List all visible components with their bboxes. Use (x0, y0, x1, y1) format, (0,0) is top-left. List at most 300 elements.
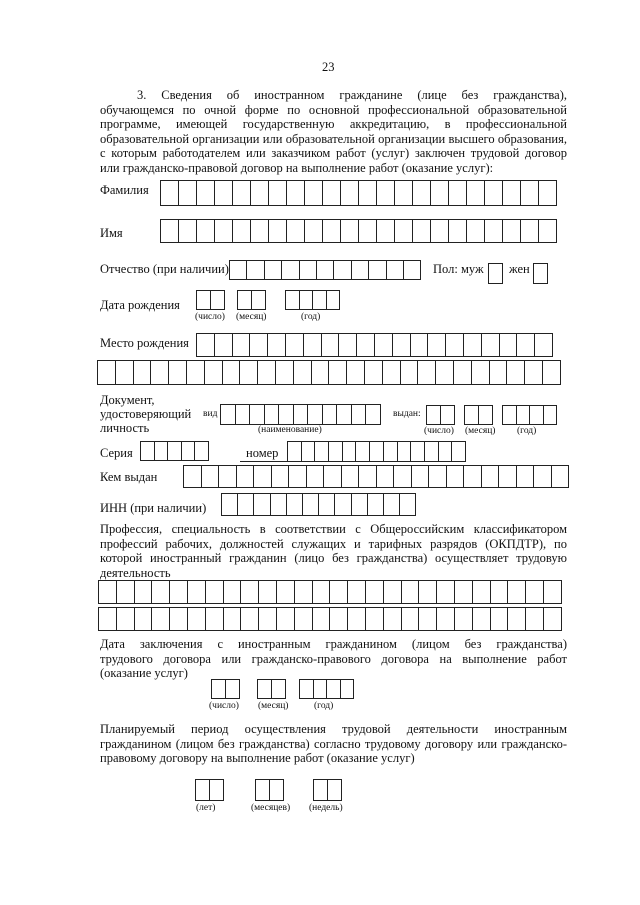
name-boxes[interactable] (160, 219, 557, 243)
char-box[interactable] (418, 360, 436, 385)
contract-year-caption: (год) (314, 701, 334, 711)
birth-place-boxes-1[interactable] (196, 333, 553, 357)
char-box[interactable] (401, 360, 419, 385)
female-label: жен (509, 262, 530, 276)
char-box[interactable] (99, 580, 117, 604)
char-box[interactable] (272, 679, 286, 699)
char-box[interactable] (206, 580, 224, 604)
char-box[interactable] (222, 493, 238, 516)
char-box[interactable] (507, 360, 525, 385)
char-box[interactable] (308, 404, 323, 424)
char-box[interactable] (352, 404, 367, 424)
char-box[interactable] (439, 441, 453, 461)
char-box[interactable] (276, 360, 294, 385)
char-box[interactable] (517, 333, 535, 357)
char-box[interactable] (212, 679, 226, 699)
period-weeks-boxes[interactable] (313, 779, 342, 801)
char-box[interactable] (431, 180, 449, 206)
years-caption: (лет) (196, 803, 216, 813)
char-box[interactable] (215, 333, 233, 357)
char-box[interactable] (447, 465, 465, 488)
char-box[interactable] (251, 219, 269, 243)
char-box[interactable] (429, 465, 447, 488)
char-box[interactable] (135, 580, 153, 604)
char-box[interactable] (277, 607, 295, 631)
char-box[interactable] (161, 180, 179, 206)
char-box[interactable] (323, 180, 341, 206)
char-box[interactable] (224, 607, 242, 631)
char-box[interactable] (215, 180, 233, 206)
char-box[interactable] (188, 607, 206, 631)
char-box[interactable] (324, 465, 342, 488)
char-box[interactable] (525, 360, 543, 385)
issued-month-caption: (месяц) (465, 426, 496, 436)
char-box[interactable] (287, 219, 305, 243)
char-box[interactable] (517, 405, 531, 425)
char-box[interactable] (265, 404, 280, 424)
char-box[interactable] (359, 465, 377, 488)
char-box[interactable] (491, 580, 509, 604)
char-box[interactable] (170, 580, 188, 604)
profession-boxes-2[interactable] (98, 607, 562, 631)
char-box[interactable] (219, 465, 237, 488)
char-box[interactable] (206, 607, 224, 631)
issued-day-boxes[interactable] (426, 405, 455, 425)
char-box[interactable] (197, 180, 215, 206)
char-box[interactable] (197, 219, 215, 243)
female-checkbox[interactable] (533, 263, 548, 284)
char-box[interactable] (319, 493, 335, 516)
char-box[interactable] (341, 679, 355, 699)
char-box[interactable] (503, 219, 521, 243)
series-boxes[interactable] (140, 441, 209, 461)
char-box[interactable] (395, 219, 413, 243)
char-box[interactable] (441, 405, 455, 425)
name-label: Имя (100, 226, 123, 240)
char-box[interactable] (240, 360, 258, 385)
char-box[interactable] (188, 580, 206, 604)
char-box[interactable] (288, 441, 302, 461)
char-box[interactable] (329, 441, 343, 461)
char-box[interactable] (508, 607, 526, 631)
char-box[interactable] (233, 219, 251, 243)
char-box[interactable] (258, 360, 276, 385)
char-box[interactable] (419, 607, 437, 631)
char-box[interactable] (307, 465, 325, 488)
char-box[interactable] (544, 580, 562, 604)
char-box[interactable] (233, 180, 251, 206)
char-box[interactable] (270, 779, 284, 801)
char-box[interactable] (339, 333, 357, 357)
profession-line: профессий рабочих, должностей служащих и тарифных разрядов (ОКПДТР), по (100, 536, 567, 551)
char-box[interactable] (247, 260, 264, 280)
char-box[interactable] (258, 679, 272, 699)
male-checkbox[interactable] (488, 263, 503, 284)
char-box[interactable] (179, 180, 197, 206)
char-box[interactable] (552, 465, 570, 488)
char-box[interactable] (366, 404, 381, 424)
char-box[interactable] (347, 360, 365, 385)
char-box[interactable] (304, 333, 322, 357)
char-box[interactable] (279, 404, 294, 424)
period-months-boxes[interactable] (255, 779, 284, 801)
char-box[interactable] (425, 441, 439, 461)
char-box[interactable] (294, 360, 312, 385)
char-box[interactable] (314, 679, 328, 699)
char-box[interactable] (398, 441, 412, 461)
char-box[interactable] (428, 333, 446, 357)
char-box[interactable] (287, 180, 305, 206)
char-box[interactable] (404, 260, 421, 280)
char-box[interactable] (535, 333, 553, 357)
issued-year-boxes[interactable] (502, 405, 557, 425)
profession-line: которой иностранный гражданин (лицо без гражданства) осуществляет трудовую (100, 551, 567, 566)
char-box[interactable] (543, 360, 561, 385)
char-box[interactable] (413, 180, 431, 206)
char-box[interactable] (161, 219, 179, 243)
char-box[interactable] (135, 607, 153, 631)
char-box[interactable] (327, 290, 341, 310)
char-box[interactable] (286, 290, 300, 310)
char-box[interactable] (357, 333, 375, 357)
char-box[interactable] (472, 360, 490, 385)
char-box[interactable] (287, 493, 303, 516)
issued-month-boxes[interactable] (464, 405, 493, 425)
char-box[interactable] (254, 465, 272, 488)
surname-boxes[interactable] (160, 180, 557, 206)
char-box[interactable] (295, 607, 313, 631)
char-box[interactable] (187, 360, 205, 385)
char-box[interactable] (295, 580, 313, 604)
char-box[interactable] (259, 607, 277, 631)
char-box[interactable] (170, 607, 188, 631)
char-box[interactable] (252, 290, 266, 310)
birth-place-boxes-2[interactable] (97, 360, 561, 385)
char-box[interactable] (359, 219, 377, 243)
char-box[interactable] (289, 465, 307, 488)
char-box[interactable] (328, 779, 342, 801)
char-box[interactable] (473, 580, 491, 604)
char-box[interactable] (454, 360, 472, 385)
contract-year-boxes[interactable] (299, 679, 354, 699)
char-box[interactable] (195, 441, 209, 461)
char-box[interactable] (221, 404, 236, 424)
char-box[interactable] (250, 404, 265, 424)
char-box[interactable] (526, 607, 544, 631)
char-box[interactable] (230, 260, 247, 280)
char-box[interactable] (395, 180, 413, 206)
document-label-2: удостоверяющий (100, 407, 192, 421)
char-box[interactable] (168, 441, 182, 461)
char-box[interactable] (393, 333, 411, 357)
char-box[interactable] (467, 180, 485, 206)
char-box[interactable] (99, 607, 117, 631)
char-box[interactable] (383, 360, 401, 385)
planned-period-line: Планируемый период осуществления трудовой деятельности иностранным (100, 722, 567, 736)
char-box[interactable] (500, 333, 518, 357)
char-box[interactable] (282, 260, 299, 280)
char-box[interactable] (315, 441, 329, 461)
char-box[interactable] (152, 607, 170, 631)
inn-boxes[interactable] (221, 493, 416, 516)
char-box[interactable] (241, 580, 259, 604)
char-box[interactable] (402, 580, 420, 604)
char-box[interactable] (241, 607, 259, 631)
char-box[interactable] (322, 333, 340, 357)
char-box[interactable] (359, 180, 377, 206)
char-box[interactable] (402, 607, 420, 631)
char-box[interactable] (117, 580, 135, 604)
char-box[interactable] (412, 465, 430, 488)
char-box[interactable] (211, 290, 225, 310)
char-box[interactable] (329, 360, 347, 385)
char-box[interactable] (268, 333, 286, 357)
char-box[interactable] (370, 441, 384, 461)
char-box[interactable] (117, 607, 135, 631)
char-box[interactable] (269, 219, 287, 243)
char-box[interactable] (305, 219, 323, 243)
birth-day-boxes[interactable] (196, 290, 225, 310)
char-box[interactable] (342, 465, 360, 488)
char-box[interactable] (330, 607, 348, 631)
char-box[interactable] (313, 607, 331, 631)
char-box[interactable] (341, 180, 359, 206)
char-box[interactable] (377, 465, 395, 488)
char-box[interactable] (226, 679, 240, 699)
char-box[interactable] (517, 465, 535, 488)
char-box[interactable] (503, 405, 517, 425)
char-box[interactable] (312, 360, 330, 385)
char-box[interactable] (300, 679, 314, 699)
char-box[interactable] (449, 180, 467, 206)
char-box[interactable] (141, 441, 155, 461)
char-box[interactable] (394, 465, 412, 488)
page-number: 23 (322, 60, 335, 74)
char-box[interactable] (300, 290, 314, 310)
char-box[interactable] (303, 493, 319, 516)
char-box[interactable] (323, 404, 338, 424)
char-box[interactable] (134, 360, 152, 385)
char-box[interactable] (384, 580, 402, 604)
surname-label: Фамилия (100, 183, 149, 197)
char-box[interactable] (250, 333, 268, 357)
profession-boxes-1[interactable] (98, 580, 562, 604)
profession-line: деятельность (100, 565, 171, 580)
char-box[interactable] (334, 260, 351, 280)
char-box[interactable] (202, 465, 220, 488)
char-box[interactable] (348, 580, 366, 604)
char-box[interactable] (449, 219, 467, 243)
char-box[interactable] (482, 333, 500, 357)
char-box[interactable] (155, 441, 169, 461)
char-box[interactable] (343, 441, 357, 461)
char-box[interactable] (479, 405, 493, 425)
char-box[interactable] (305, 180, 323, 206)
char-box[interactable] (490, 360, 508, 385)
char-box[interactable] (210, 779, 224, 801)
char-box[interactable] (485, 180, 503, 206)
char-box[interactable] (377, 180, 395, 206)
char-box[interactable] (184, 465, 202, 488)
char-box[interactable] (508, 580, 526, 604)
issued-day-caption: (число) (424, 426, 454, 436)
char-box[interactable] (337, 404, 352, 424)
char-box[interactable] (366, 580, 384, 604)
char-box[interactable] (526, 580, 544, 604)
char-box[interactable] (411, 333, 429, 357)
patronymic-label: Отчество (при наличии) (100, 262, 229, 276)
char-box[interactable] (384, 607, 402, 631)
issued-by-boxes[interactable] (183, 465, 569, 488)
char-box[interactable] (272, 465, 290, 488)
char-box[interactable] (182, 441, 196, 461)
intro-line: программе, имеющей государственную аккредитацию, в профессиональной (100, 117, 567, 132)
issued-by-label: Кем выдан (100, 470, 158, 484)
char-box[interactable] (98, 360, 116, 385)
char-box[interactable] (313, 290, 327, 310)
char-box[interactable] (179, 219, 197, 243)
number-boxes[interactable] (287, 441, 466, 461)
char-box[interactable] (400, 493, 416, 516)
char-box[interactable] (317, 260, 334, 280)
profession-line: Профессия, специальность в соответствии с Общероссийским классификатором (100, 522, 567, 536)
char-box[interactable] (238, 290, 252, 310)
char-box[interactable] (413, 219, 431, 243)
char-box[interactable] (437, 607, 455, 631)
birth-month-boxes[interactable] (237, 290, 266, 310)
char-box[interactable] (233, 333, 251, 357)
char-box[interactable] (223, 360, 241, 385)
char-box[interactable] (503, 180, 521, 206)
char-box[interactable] (169, 360, 187, 385)
patronymic-boxes[interactable] (229, 260, 421, 280)
birth-year-boxes[interactable] (285, 290, 340, 310)
char-box[interactable] (251, 180, 269, 206)
char-box[interactable] (313, 580, 331, 604)
char-box[interactable] (300, 260, 317, 280)
contract-date-paragraph (100, 637, 567, 681)
char-box[interactable] (335, 493, 351, 516)
char-box[interactable] (369, 260, 386, 280)
contract-day-boxes[interactable] (211, 679, 240, 699)
char-box[interactable] (256, 779, 270, 801)
char-box[interactable] (544, 405, 558, 425)
char-box[interactable] (215, 219, 233, 243)
char-box[interactable] (544, 607, 562, 631)
char-box[interactable] (539, 219, 557, 243)
char-box[interactable] (286, 333, 304, 357)
char-box[interactable] (271, 493, 287, 516)
char-box[interactable] (465, 405, 479, 425)
char-box[interactable] (377, 219, 395, 243)
char-box[interactable] (356, 441, 370, 461)
char-box[interactable] (348, 607, 366, 631)
char-box[interactable] (375, 333, 393, 357)
contract-month-boxes[interactable] (257, 679, 286, 699)
char-box[interactable] (491, 607, 509, 631)
char-box[interactable] (411, 441, 425, 461)
char-box[interactable] (116, 360, 134, 385)
intro-line: с которым работодателем или заказчиком работ (услуг) заключен трудовой договор (100, 146, 567, 161)
char-box[interactable] (265, 260, 282, 280)
char-box[interactable] (485, 219, 503, 243)
char-box[interactable] (446, 333, 464, 357)
char-box[interactable] (236, 404, 251, 424)
char-box[interactable] (530, 405, 544, 425)
char-box[interactable] (387, 260, 404, 280)
char-box[interactable] (539, 180, 557, 206)
char-box[interactable] (205, 360, 223, 385)
inn-label: ИНН (при наличии) (100, 501, 207, 515)
char-box[interactable] (436, 360, 454, 385)
char-box[interactable] (384, 493, 400, 516)
char-box[interactable] (384, 441, 398, 461)
char-box[interactable] (327, 679, 341, 699)
char-box[interactable] (431, 219, 449, 243)
char-box[interactable] (323, 219, 341, 243)
char-box[interactable] (269, 180, 287, 206)
char-box[interactable] (455, 607, 473, 631)
char-box[interactable] (197, 333, 215, 357)
char-box[interactable] (352, 493, 368, 516)
char-box[interactable] (499, 465, 517, 488)
intro-line: образовательной организации или образовательной организации высшего образования, (100, 131, 567, 146)
series-label: Серия (100, 446, 133, 460)
period-years-boxes[interactable] (195, 779, 224, 801)
char-box[interactable] (196, 779, 210, 801)
char-box[interactable] (151, 360, 169, 385)
intro-line: 3. Сведения об иностранном гражданине (лице без гражданства), (137, 88, 567, 102)
doc-kind-boxes[interactable] (220, 404, 381, 424)
char-box[interactable] (427, 405, 441, 425)
char-box[interactable] (455, 580, 473, 604)
char-box[interactable] (467, 219, 485, 243)
char-box[interactable] (368, 493, 384, 516)
char-box[interactable] (521, 219, 539, 243)
char-box[interactable] (464, 465, 482, 488)
char-box[interactable] (352, 260, 369, 280)
char-box[interactable] (224, 580, 242, 604)
char-box[interactable] (534, 465, 552, 488)
char-box[interactable] (341, 219, 359, 243)
char-box[interactable] (302, 441, 316, 461)
char-box[interactable] (152, 580, 170, 604)
char-box[interactable] (277, 580, 295, 604)
contract-day-caption: (число) (209, 701, 239, 711)
char-box[interactable] (452, 441, 466, 461)
char-box[interactable] (482, 465, 500, 488)
char-box[interactable] (464, 333, 482, 357)
char-box[interactable] (473, 607, 491, 631)
char-box[interactable] (366, 607, 384, 631)
char-box[interactable] (365, 360, 383, 385)
char-box[interactable] (197, 290, 211, 310)
doc-name-caption: (наименование) (258, 425, 322, 435)
char-box[interactable] (259, 580, 277, 604)
char-box[interactable] (238, 493, 254, 516)
birth-date-label: Дата рождения (100, 298, 180, 312)
contract-month-caption: (месяц) (258, 701, 289, 711)
char-box[interactable] (237, 465, 255, 488)
char-box[interactable] (254, 493, 270, 516)
char-box[interactable] (437, 580, 455, 604)
char-box[interactable] (419, 580, 437, 604)
char-box[interactable] (314, 779, 328, 801)
intro-line: обучающемся по очной форме по основной профессиональной образовательной (100, 102, 567, 117)
char-box[interactable] (521, 180, 539, 206)
char-box[interactable] (330, 580, 348, 604)
char-box[interactable] (294, 404, 309, 424)
